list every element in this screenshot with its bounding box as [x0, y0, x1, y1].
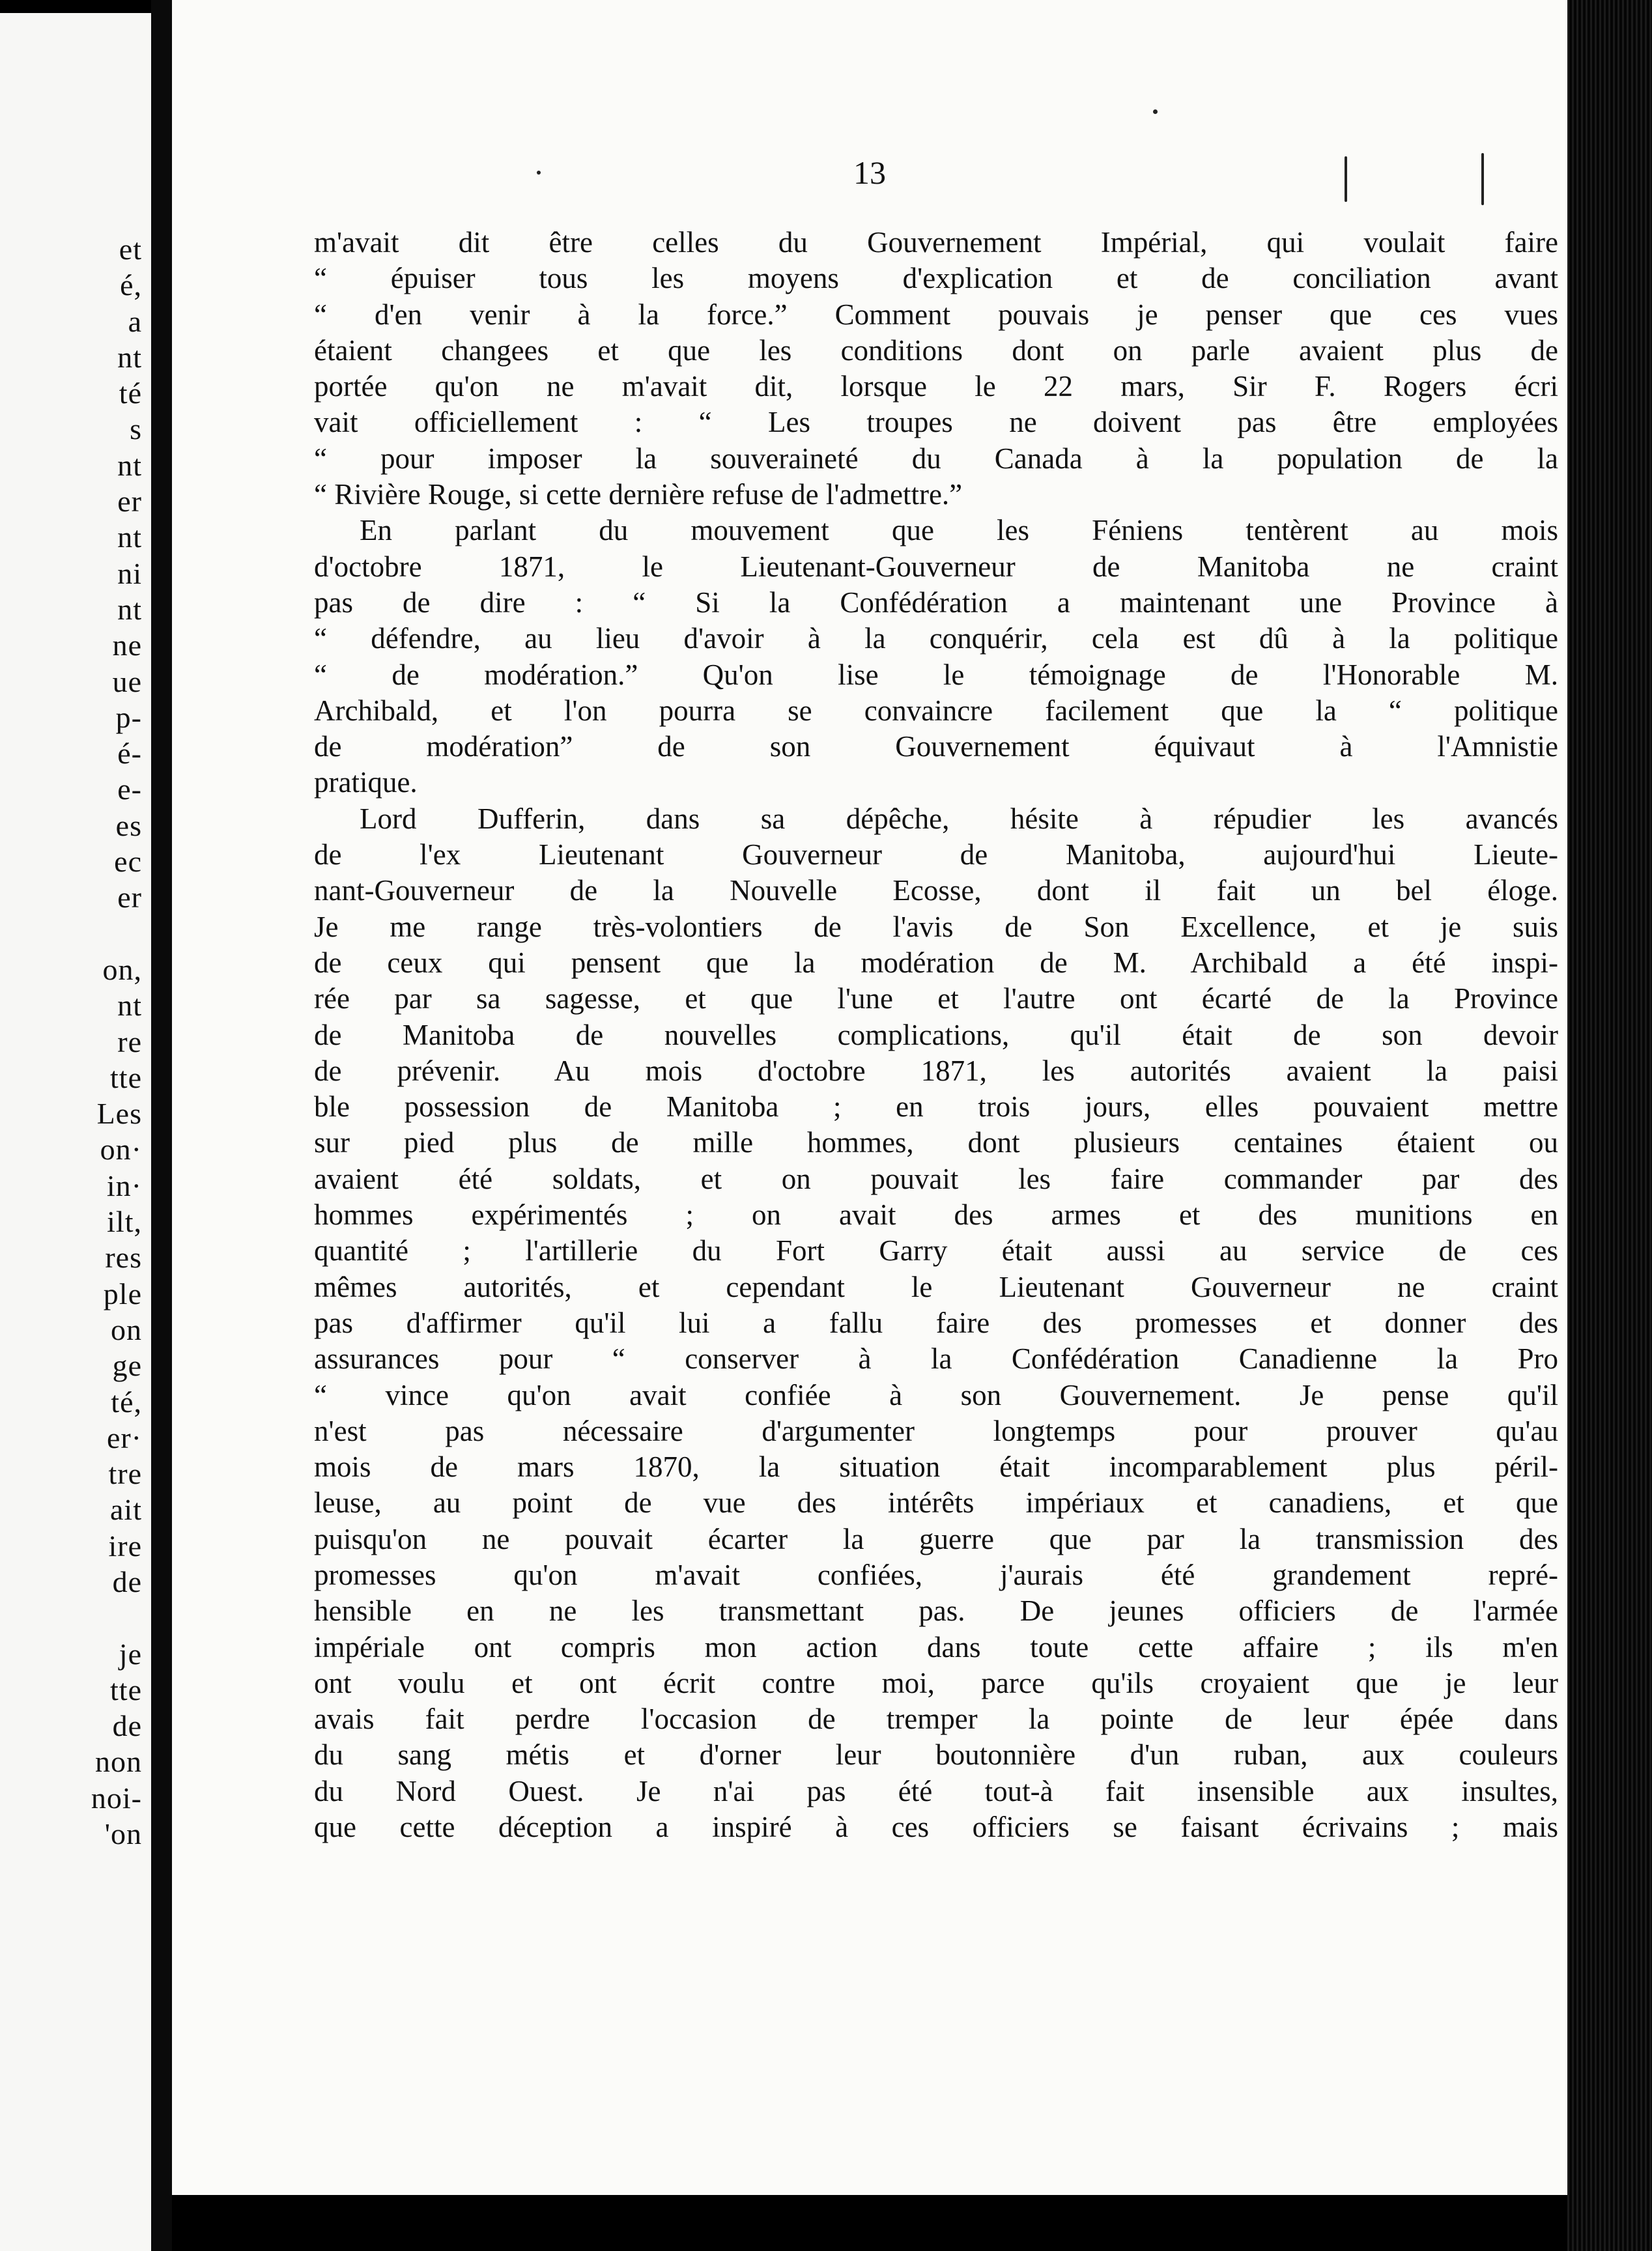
- text-line: nant-Gouverneur de la Nouvelle Ecosse, dont il fait un bel éloge.: [314, 874, 1558, 907]
- facing-page-line: nt: [117, 592, 142, 626]
- text-line: Lord Dufferin, dans sa dépêche, hésite à répudier les avancés: [360, 802, 1558, 835]
- facing-page-line: e-: [117, 772, 142, 806]
- facing-page-line: on: [111, 1312, 142, 1346]
- text-line: d'octobre 1871, le Lieutenant-Gouverneur de Manitoba ne craint: [314, 550, 1558, 583]
- text-line: assurances pour “ conserver à la Confédération Canadienne la Pro: [314, 1342, 1558, 1376]
- text-line: n'est pas nécessaire d'argumenter longtemps pour prouver qu'au: [314, 1414, 1558, 1447]
- facing-page-line: ilt,: [107, 1205, 142, 1239]
- scan-border: [172, 2195, 1567, 2251]
- facing-page-line: res: [105, 1241, 142, 1275]
- facing-page-line: de: [112, 1709, 142, 1743]
- text-line: mois de mars 1870, la situation était incomparablement plus péril-: [314, 1451, 1558, 1484]
- text-line: “ Rivière Rouge, si cette dernière refuse de l'admettre.”: [314, 478, 963, 511]
- facing-page-line: er: [117, 881, 142, 914]
- facing-page-line: tte: [110, 1060, 142, 1094]
- text-line: ble possession de Manitoba ; en trois jours, elles pouvaient mettre: [314, 1090, 1558, 1124]
- facing-page-line: de: [112, 1564, 142, 1598]
- facing-page-line: a: [128, 304, 142, 338]
- text-line: de ceux qui pensent que la modération de M. Archibald a été inspi-: [314, 946, 1558, 979]
- text-line: hommes expérimentés ; on avait des armes et des munitions en: [314, 1198, 1558, 1232]
- text-line: puisqu'on ne pouvait écarter la guerre que par la transmission des: [314, 1522, 1558, 1555]
- ink-speck: [1481, 153, 1484, 205]
- facing-page-line: Les: [96, 1097, 142, 1131]
- text-line: avais fait perdre l'occasion de tremper la pointe de leur épée dans: [314, 1703, 1558, 1736]
- facing-page-line: noi-: [91, 1781, 142, 1815]
- text-line: de modération” de son Gouvernement équivaut à l'Amnistie: [314, 730, 1558, 763]
- text-line: “ pour imposer la souveraineté du Canada à la population de la: [314, 442, 1558, 475]
- facing-page-line: 'on: [104, 1817, 142, 1851]
- facing-page-line: ire: [108, 1529, 142, 1563]
- facing-page-line: é,: [120, 268, 142, 302]
- text-line: leuse, au point de vue des intérêts impériaux et canadiens, et que: [314, 1486, 1558, 1520]
- facing-page-line: je: [119, 1637, 142, 1671]
- page-edge: [1567, 0, 1652, 2251]
- facing-page-line: [12, 1600, 142, 1635]
- facing-page-line: on,: [102, 952, 142, 986]
- text-line: mêmes autorités, et cependant le Lieutenant Gouverneur ne craint: [314, 1270, 1558, 1303]
- facing-page-line: ple: [103, 1277, 142, 1310]
- text-line: Archibald, et l'on pourra se convaincre facilement que la “ politique: [314, 694, 1558, 727]
- text-line: du Nord Ouest. Je n'ai pas été tout-à fait insensible aux insultes,: [314, 1774, 1558, 1807]
- facing-page-line: ue: [112, 664, 142, 698]
- text-line: étaient changees et que les conditions dont on parle avaient plus de: [314, 333, 1558, 367]
- book-gutter: [151, 0, 172, 2251]
- facing-page-line: tre: [108, 1457, 142, 1491]
- facing-page-line: tte: [110, 1673, 142, 1706]
- facing-page-text: [12, 231, 142, 1852]
- text-line: que cette déception a inspiré à ces officiers se faisant écrivains ; mais: [314, 1811, 1558, 1844]
- facing-page-line: es: [115, 808, 142, 842]
- text-line: “ de modération.” Qu'on lise le témoignage de l'Honorable M.: [314, 658, 1558, 691]
- facing-page-line: ne: [112, 629, 142, 662]
- text-line: pas de dire : “ Si la Confédération a maintenant une Province à: [314, 586, 1558, 619]
- facing-page-line: nt: [117, 340, 142, 374]
- text-line: de l'ex Lieutenant Gouverneur de Manitoba, aujourd'hui Lieute-: [314, 838, 1558, 871]
- facing-page-line: ge: [112, 1349, 142, 1383]
- text-line: ont voulu et ont écrit contre moi, parce qu'ils croyaient que je leur: [314, 1666, 1558, 1699]
- page-number: 13: [853, 154, 886, 191]
- facing-page-line: p-: [115, 700, 142, 734]
- facing-page-line: ec: [114, 845, 142, 879]
- text-line: du sang métis et d'orner leur boutonnière d'un ruban, aux couleurs: [314, 1738, 1558, 1772]
- facing-page-line: re: [117, 1025, 142, 1058]
- facing-page-line: nt: [117, 448, 142, 482]
- ink-speck: [1153, 109, 1158, 114]
- text-line: “ épuiser tous les moyens d'explication et de conciliation avant: [314, 262, 1558, 295]
- text-line: “ défendre, au lieu d'avoir à la conquérir, cela est dû à la politique: [314, 622, 1558, 655]
- facing-page-line: non: [95, 1745, 142, 1779]
- facing-page-line: s: [130, 412, 142, 446]
- text-line: sur pied plus de mille hommes, dont plusieurs centaines étaient ou: [314, 1126, 1558, 1159]
- main-page: [172, 0, 1567, 2195]
- text-line: pas d'affirmer qu'il lui a fallu faire des promesses et donner des: [314, 1306, 1558, 1339]
- facing-page-line: é-: [117, 737, 142, 771]
- facing-page-line: on·: [100, 1133, 142, 1167]
- text-line: pratique.: [314, 766, 418, 799]
- facing-page-line: té: [119, 376, 142, 410]
- text-line: quantité ; l'artillerie du Fort Garry était aussi au service de ces: [314, 1234, 1558, 1267]
- text-line: “ d'en venir à la force.” Comment pouvais je penser que ces vues: [314, 298, 1558, 331]
- text-line: de prévenir. Au mois d'octobre 1871, les autorités avaient la paisi: [314, 1054, 1558, 1087]
- text-line: En parlant du mouvement que les Féniens tentèrent au mois: [360, 514, 1558, 547]
- facing-page-line: nt: [117, 989, 142, 1023]
- ink-speck: [537, 171, 541, 175]
- text-line: avaient été soldats, et on pouvait les faire commander par des: [314, 1162, 1558, 1195]
- facing-page-fragment: [0, 13, 151, 2251]
- text-line: hensible en ne les transmettant pas. De jeunes officiers de l'armée: [314, 1594, 1558, 1628]
- text-line: de Manitoba de nouvelles complications, qu'il était de son devoir: [314, 1018, 1558, 1051]
- text-line: Je me range très-volontiers de l'avis de Son Excellence, et je suis: [314, 910, 1558, 943]
- facing-page-line: in·: [106, 1168, 142, 1202]
- text-line: m'avait dit être celles du Gouvernement Impérial, qui voulait faire: [314, 226, 1558, 259]
- facing-page-line: ait: [110, 1493, 142, 1527]
- facing-page-line: er: [117, 485, 142, 518]
- facing-page-line: [12, 916, 142, 952]
- body-text: [314, 225, 1558, 1845]
- text-line: impériale ont compris mon action dans toute cette affaire ; ils m'en: [314, 1630, 1558, 1663]
- text-line: rée par sa sagesse, et que l'une et l'autre ont écarté de la Province: [314, 982, 1558, 1015]
- facing-page-line: et: [119, 233, 142, 266]
- text-line: promesses qu'on m'avait confiées, j'aurais été grandement repré-: [314, 1558, 1558, 1591]
- text-line: portée qu'on ne m'avait dit, lorsque le 22 mars, Sir F. Rogers écri: [314, 370, 1558, 403]
- facing-page-line: er·: [106, 1421, 142, 1454]
- facing-page-line: nt: [117, 520, 142, 554]
- facing-page-line: ni: [117, 556, 142, 590]
- facing-page-line: té,: [111, 1385, 142, 1419]
- ink-speck: [1345, 156, 1347, 202]
- text-line: “ vince qu'on avait confiée à son Gouvernement. Je pense qu'il: [314, 1378, 1558, 1411]
- text-line: vait officiellement : “ Les troupes ne doivent pas être employées: [314, 406, 1558, 439]
